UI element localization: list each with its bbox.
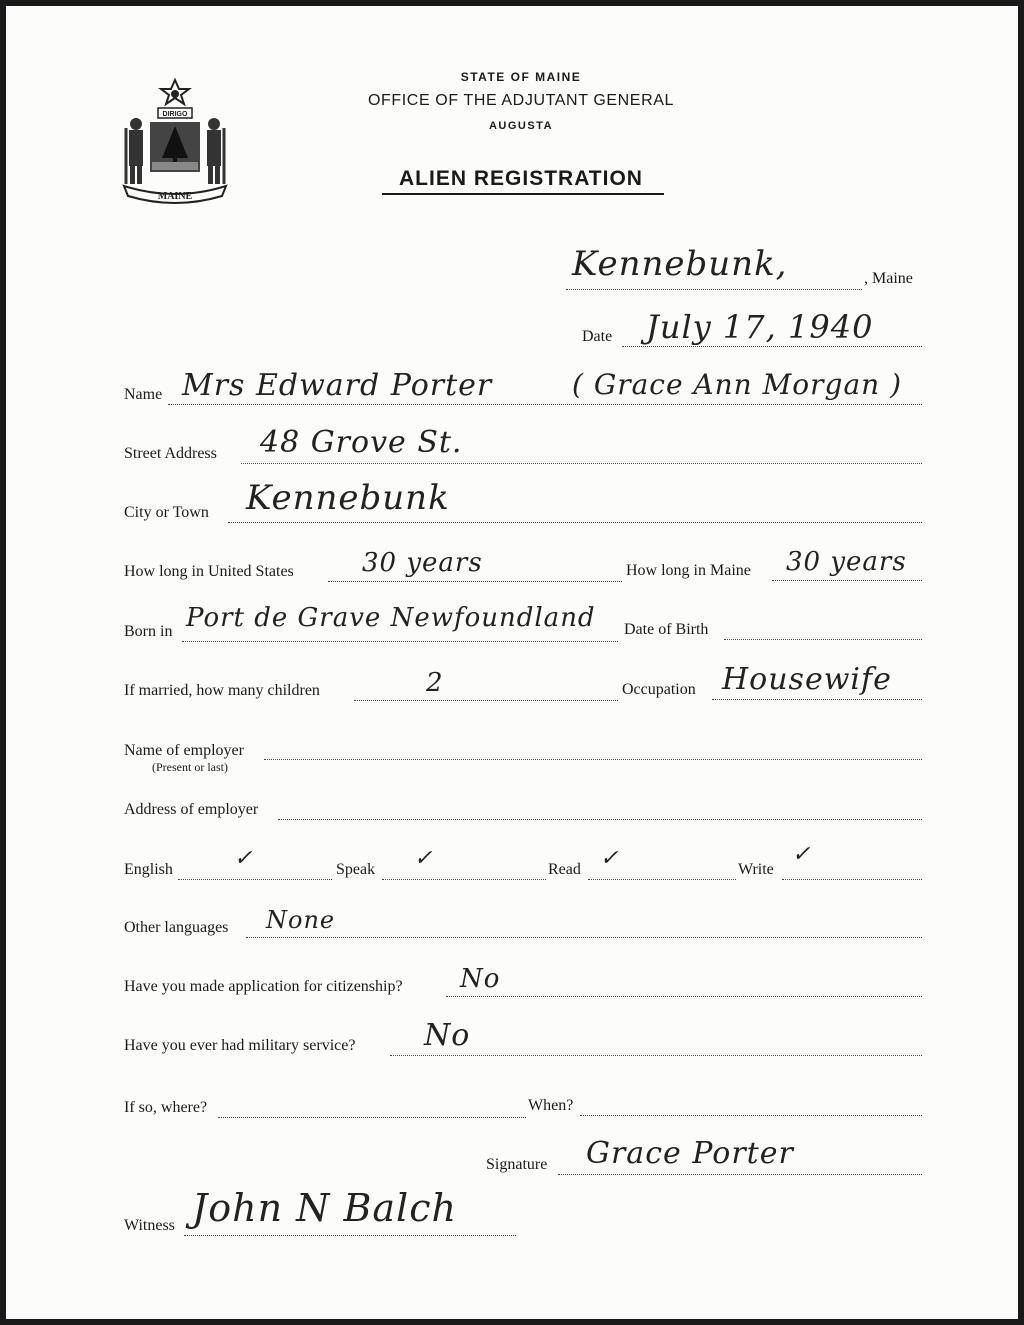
when-line <box>580 1115 922 1116</box>
employer-line <box>264 759 922 760</box>
citizenship-label: Have you made application for citizenship? <box>124 978 403 995</box>
children-label: If married, how many children <box>124 682 320 699</box>
citizenship-value: No <box>460 964 501 994</box>
date-line <box>622 346 922 347</box>
children-line <box>354 700 618 701</box>
signature-value: Grace Porter <box>586 1136 794 1171</box>
city-value: Kennebunk <box>246 478 450 518</box>
where-label: If so, where? <box>124 1099 208 1116</box>
maine-label: , Maine <box>864 270 913 287</box>
signature-label: Signature <box>486 1156 548 1173</box>
witness-line <box>184 1235 516 1236</box>
city-heading: AUGUSTA <box>488 120 554 132</box>
city-label: City or Town <box>124 504 209 521</box>
how-long-us-value: 30 years <box>362 548 483 578</box>
speak-label: Speak <box>336 861 376 878</box>
office-heading: OFFICE OF THE ADJUTANT GENERAL <box>367 92 675 109</box>
born-in-label: Born in <box>124 623 173 640</box>
write-line <box>782 879 922 880</box>
name-value: Mrs Edward Porter <box>182 368 493 403</box>
date-value: July 17, 1940 <box>646 308 874 346</box>
employer-address-label: Address of employer <box>124 801 259 818</box>
write-check: ✓ <box>792 842 812 867</box>
maiden-name-value: ( Grace Ann Morgan ) <box>572 368 902 401</box>
date-label: Date <box>582 328 613 345</box>
where-line <box>218 1117 526 1118</box>
english-label: English <box>124 861 173 878</box>
city-line <box>228 522 922 523</box>
town-value: Kennebunk, <box>572 244 788 284</box>
read-check: ✓ <box>600 846 620 871</box>
employer-address-line <box>278 819 922 820</box>
occupation-label: Occupation <box>622 681 696 698</box>
other-languages-line <box>246 937 922 938</box>
how-long-maine-label: How long in Maine <box>626 562 751 579</box>
signature-line <box>558 1174 922 1175</box>
how-long-us-label: How long in United States <box>124 563 294 580</box>
form-title: ALIEN REGISTRATION <box>399 167 643 190</box>
how-long-us-line <box>328 581 622 582</box>
english-check: ✓ <box>234 846 254 871</box>
street-line <box>241 463 922 464</box>
children-value: 2 <box>426 668 444 698</box>
maine-seal-icon <box>118 78 233 206</box>
street-label: Street Address <box>124 445 217 462</box>
town-line <box>566 289 862 290</box>
street-value: 48 Grove St. <box>260 425 463 460</box>
when-label: When? <box>528 1097 574 1114</box>
other-languages-value: None <box>266 906 336 934</box>
english-line <box>178 879 332 880</box>
other-languages-label: Other languages <box>124 919 229 936</box>
svg-text:DIRIGO: DIRIGO <box>162 111 188 118</box>
occupation-value: Housewife <box>722 662 892 697</box>
title-underline <box>382 193 664 195</box>
speak-check: ✓ <box>414 846 434 871</box>
name-line <box>168 404 922 405</box>
speak-line <box>382 879 546 880</box>
born-in-value: Port de Grave Newfoundland <box>186 603 596 633</box>
date-of-birth-label: Date of Birth <box>624 621 709 638</box>
occupation-line <box>712 699 922 700</box>
witness-value: John N Balch <box>192 1186 457 1230</box>
citizenship-line <box>446 996 922 997</box>
read-line <box>588 879 736 880</box>
military-line <box>390 1055 922 1056</box>
name-label: Name <box>124 386 163 403</box>
state-heading: STATE OF MAINE <box>460 70 582 84</box>
svg-text:MAINE: MAINE <box>157 191 193 202</box>
write-label: Write <box>738 861 774 878</box>
how-long-maine-value: 30 years <box>786 547 907 577</box>
military-label: Have you ever had military service? <box>124 1037 356 1054</box>
how-long-maine-line <box>772 580 922 581</box>
employer-sublabel: (Present or last) <box>152 760 228 774</box>
witness-label: Witness <box>124 1217 175 1234</box>
military-value: No <box>424 1018 471 1053</box>
employer-label: Name of employer <box>124 742 244 759</box>
read-label: Read <box>548 861 581 878</box>
date-of-birth-line <box>724 639 922 640</box>
born-in-line <box>182 641 618 642</box>
